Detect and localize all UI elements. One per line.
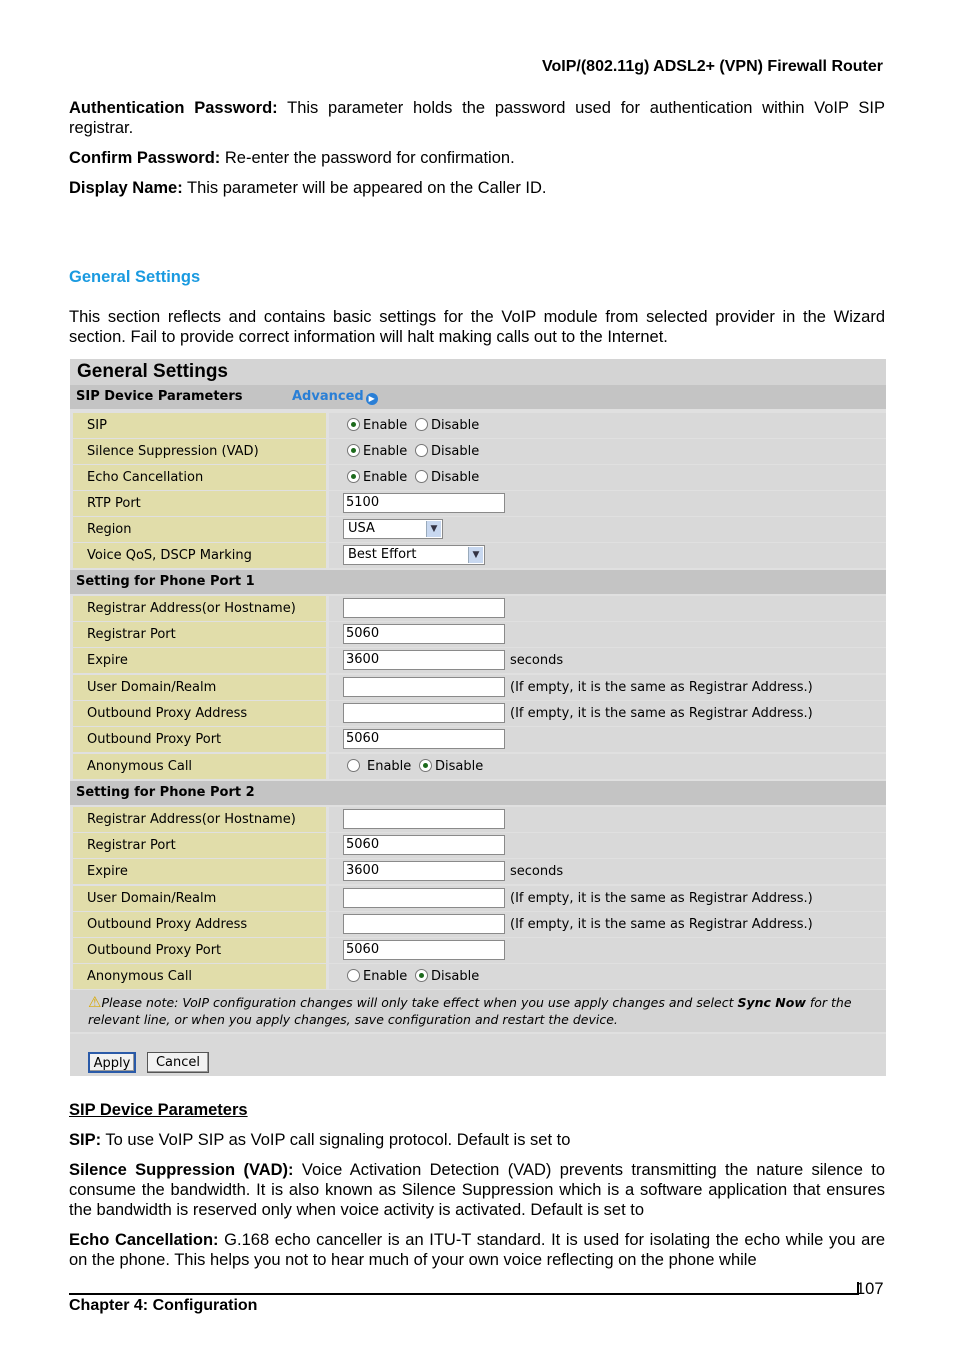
sip-device-section-header xyxy=(70,385,886,409)
port2-user-domain-input[interactable] xyxy=(343,888,505,908)
port1-anonymous-enable-option[interactable] xyxy=(347,754,411,779)
apply-button[interactable]: Apply xyxy=(88,1052,136,1073)
cancel-button[interactable]: Cancel xyxy=(147,1052,209,1073)
advanced-link[interactable] xyxy=(292,385,378,409)
port2-anonymous-call-row xyxy=(70,964,886,989)
port2-expire-row xyxy=(70,859,886,884)
sip-row xyxy=(70,413,886,438)
port1-anonymous-disable-radio[interactable] xyxy=(419,759,432,772)
display-name-paragraph xyxy=(69,178,885,198)
port2-user-domain-value xyxy=(329,886,886,911)
port2-registrar-port-label: Registrar Port xyxy=(73,833,326,858)
port2-registrar-address-label: Registrar Address(or Hostname) xyxy=(73,807,326,832)
voice-qos-label: Voice QoS, DSCP Marking xyxy=(73,543,326,568)
port1-anonymous-call-label: Anonymous Call xyxy=(73,754,326,779)
echo-cancellation-label: Echo Cancellation xyxy=(73,465,326,490)
port2-anonymous-disable-option[interactable] xyxy=(415,964,479,989)
silence-enable-option[interactable] xyxy=(347,439,407,464)
sip-disable-option[interactable] xyxy=(415,413,479,438)
sip-enable-radio[interactable] xyxy=(347,418,360,431)
port2-anonymous-enable-label: Enable xyxy=(363,969,408,984)
port1-user-domain-input[interactable] xyxy=(343,677,505,697)
sip-text: To use VoIP SIP as VoIP call signaling protocol. Default is set to xyxy=(101,1131,571,1149)
silence-enable-radio[interactable] xyxy=(347,444,360,457)
port1-expire-input[interactable]: 3600 xyxy=(343,650,505,670)
port1-registrar-port-label: Registrar Port xyxy=(73,622,326,647)
port1-anonymous-enable-radio[interactable] xyxy=(347,759,360,772)
echo-cancellation-description xyxy=(69,1230,885,1270)
voice-qos-select[interactable] xyxy=(343,545,485,565)
port2-proxy-address-value xyxy=(329,912,886,937)
echo-disable-option[interactable] xyxy=(415,465,479,490)
port1-expire-unit: seconds xyxy=(510,653,564,668)
port1-registrar-port-value xyxy=(329,622,886,647)
region-select[interactable] xyxy=(343,519,443,539)
general-settings-heading: General Settings xyxy=(69,268,201,286)
chapter-label: Chapter 4: Configuration xyxy=(69,1297,258,1314)
port1-anonymous-disable-option[interactable] xyxy=(419,754,483,779)
port2-registrar-port-value xyxy=(329,833,886,858)
silence-suppression-term: Silence Suppression (VAD): xyxy=(69,1161,294,1179)
region-label: Region xyxy=(73,517,326,542)
sip-device-parameters-heading: SIP Device Parameters xyxy=(69,1101,248,1119)
rtp-port-value xyxy=(329,491,886,516)
silence-disable-radio[interactable] xyxy=(415,444,428,457)
port1-proxy-port-row xyxy=(70,727,886,752)
port2-anonymous-call-value xyxy=(329,964,886,989)
voice-qos-row xyxy=(70,543,886,568)
port2-proxy-port-value xyxy=(329,938,886,963)
port1-anonymous-call-value xyxy=(329,754,886,779)
echo-disable-label: Disable xyxy=(431,470,480,485)
silence-suppression-label: Silence Suppression (VAD) xyxy=(73,439,326,464)
button-bar xyxy=(70,1034,886,1076)
port1-proxy-port-input[interactable]: 5060 xyxy=(343,729,505,749)
echo-cancellation-value xyxy=(329,465,886,490)
silence-suppression-value xyxy=(329,439,886,464)
port2-proxy-port-input[interactable]: 5060 xyxy=(343,940,505,960)
port1-anonymous-disable-label: Disable xyxy=(435,759,484,774)
port2-user-domain-note: (If empty, it is the same as Registrar Address.) xyxy=(510,891,813,906)
port2-anonymous-disable-label: Disable xyxy=(431,969,480,984)
display-name-term: Display Name: xyxy=(69,179,183,197)
port1-proxy-address-value xyxy=(329,701,886,726)
general-settings-description: This section reflects and contains basic settings for the VoIP module from selected provider in the Wizard section. Fail to provide correct information will halt making calls out to the Internet. xyxy=(69,308,885,346)
silence-disable-option[interactable] xyxy=(415,439,479,464)
port1-proxy-address-note: (If empty, it is the same as Registrar Address.) xyxy=(510,706,813,721)
sip-device-section-title: SIP Device Parameters xyxy=(76,389,243,404)
port2-registrar-address-value xyxy=(329,807,886,832)
port2-anonymous-call-label: Anonymous Call xyxy=(73,964,326,989)
confirm-password-paragraph xyxy=(69,148,885,168)
sip-disable-label: Disable xyxy=(431,418,480,433)
port2-user-domain-row xyxy=(70,886,886,911)
port2-anonymous-enable-radio[interactable] xyxy=(347,969,360,982)
port1-user-domain-value xyxy=(329,675,886,700)
port2-expire-input[interactable]: 3600 xyxy=(343,861,505,881)
port1-anonymous-call-row xyxy=(70,754,886,779)
arrow-right-icon: ▶ xyxy=(366,393,378,405)
port2-anonymous-enable-option[interactable] xyxy=(347,964,407,989)
echo-cancellation-term: Echo Cancellation: xyxy=(69,1231,219,1249)
silence-suppression-description xyxy=(69,1160,885,1220)
port2-expire-value xyxy=(329,859,886,884)
silence-disable-label: Disable xyxy=(431,444,480,459)
warning-icon: ⚠ xyxy=(88,993,102,1011)
silence-suppression-row xyxy=(70,439,886,464)
port1-registrar-address-input[interactable] xyxy=(343,598,505,618)
port1-registrar-address-row xyxy=(70,596,886,621)
port2-registrar-port-input[interactable]: 5060 xyxy=(343,835,505,855)
port1-anonymous-enable-label: Enable xyxy=(367,759,412,774)
note-text-end: for the relevant line, or when you apply changes, save configuration and restart the device. xyxy=(88,995,852,1027)
region-value xyxy=(329,517,886,542)
echo-cancellation-row xyxy=(70,465,886,490)
sip-label: SIP xyxy=(73,413,326,438)
port2-proxy-address-label: Outbound Proxy Address xyxy=(73,912,326,937)
chevron-down-icon[interactable]: ▼ xyxy=(426,521,441,537)
document-header-title: VoIP/(802.11g) ADSL2+ (VPN) Firewall Router xyxy=(542,58,883,75)
port2-expire-unit: seconds xyxy=(510,864,564,879)
note-text-start: Please note: VoIP configuration changes will only take effect when you use apply changes and select xyxy=(101,995,738,1010)
silence-suppression-text: Voice Activation Detection (VAD) prevents transmitting the nature silence to consume the bandwidth. It is also known as Silence Suppression which is a software application that ensures the bandwidth is reserved only when voice activity is activated. Default is set to xyxy=(69,1161,885,1219)
rtp-port-row xyxy=(70,491,886,516)
page-number: 107 xyxy=(856,1280,884,1298)
port1-registrar-port-row xyxy=(70,622,886,647)
confirm-password-text: Re-enter the password for confirmation. xyxy=(220,149,515,167)
panel-title: General Settings xyxy=(70,359,886,385)
port1-registrar-address-value xyxy=(329,596,886,621)
port1-proxy-port-value xyxy=(329,727,886,752)
echo-enable-radio[interactable] xyxy=(347,470,360,483)
port1-expire-value xyxy=(329,648,886,673)
port2-proxy-address-note: (If empty, it is the same as Registrar Address.) xyxy=(510,917,813,932)
port1-registrar-port-input[interactable]: 5060 xyxy=(343,624,505,644)
auth-password-text: This parameter holds the password used for authentication within VoIP SIP registrar. xyxy=(69,99,886,137)
port1-registrar-address-label: Registrar Address(or Hostname) xyxy=(73,596,326,621)
sip-device-parameters-heading-line xyxy=(69,1100,885,1120)
port2-registrar-address-row xyxy=(70,807,886,832)
advanced-link-label: Advanced xyxy=(292,389,364,404)
phone-port-2-section-header: Setting for Phone Port 2 xyxy=(70,781,886,805)
port2-registrar-address-input[interactable] xyxy=(343,809,505,829)
port2-proxy-port-label: Outbound Proxy Port xyxy=(73,938,326,963)
port1-user-domain-note: (If empty, it is the same as Registrar Address.) xyxy=(510,680,813,695)
port2-anonymous-disable-radio[interactable] xyxy=(415,969,428,982)
rtp-port-label: RTP Port xyxy=(73,491,326,516)
sip-description xyxy=(69,1130,885,1150)
port1-proxy-address-label: Outbound Proxy Address xyxy=(73,701,326,726)
auth-password-term: Authentication Password: xyxy=(69,99,278,117)
port1-user-domain-label: User Domain/Realm xyxy=(73,675,326,700)
port1-expire-row xyxy=(70,648,886,673)
sip-term: SIP: xyxy=(69,1131,102,1149)
echo-enable-option[interactable] xyxy=(347,465,407,490)
auth-password-paragraph xyxy=(69,98,885,138)
port2-proxy-address-input[interactable] xyxy=(343,914,505,934)
echo-enable-label: Enable xyxy=(363,470,408,485)
sip-enable-label: Enable xyxy=(363,418,408,433)
voice-qos-value xyxy=(329,543,886,568)
phone-port-1-section-header: Setting for Phone Port 1 xyxy=(70,570,886,594)
port2-user-domain-label: User Domain/Realm xyxy=(73,886,326,911)
silence-enable-label: Enable xyxy=(363,444,408,459)
port2-registrar-port-row xyxy=(70,833,886,858)
rtp-port-input[interactable]: 5100 xyxy=(343,493,505,513)
region-selected-value: USA xyxy=(348,521,375,536)
echo-cancellation-text: G.168 echo canceller is an ITU-T standard. It is used for isolating the echo while you are on the phone. This helps you not to hear much of your own voice reflecting on the phone while xyxy=(69,1231,885,1269)
sip-disable-radio[interactable] xyxy=(415,418,428,431)
sip-value xyxy=(329,413,886,438)
port1-user-domain-row xyxy=(70,675,886,700)
port2-proxy-address-row xyxy=(70,912,886,937)
confirm-password-term: Confirm Password: xyxy=(69,149,221,167)
configuration-note xyxy=(70,990,886,1032)
footer-rule xyxy=(69,1293,859,1295)
port1-proxy-port-label: Outbound Proxy Port xyxy=(73,727,326,752)
port2-expire-label: Expire xyxy=(73,859,326,884)
chevron-down-icon[interactable]: ▼ xyxy=(468,547,483,563)
port1-expire-label: Expire xyxy=(73,648,326,673)
port2-proxy-port-row xyxy=(70,938,886,963)
voice-qos-selected-value: Best Effort xyxy=(348,547,417,562)
echo-disable-radio[interactable] xyxy=(415,470,428,483)
display-name-text: This parameter will be appeared on the Caller ID. xyxy=(182,179,547,197)
note-sync-now: Sync Now xyxy=(737,995,806,1010)
sip-enable-option[interactable] xyxy=(347,413,407,438)
port1-proxy-address-row xyxy=(70,701,886,726)
general-settings-panel xyxy=(70,359,886,1076)
region-row xyxy=(70,517,886,542)
port1-proxy-address-input[interactable] xyxy=(343,703,505,723)
